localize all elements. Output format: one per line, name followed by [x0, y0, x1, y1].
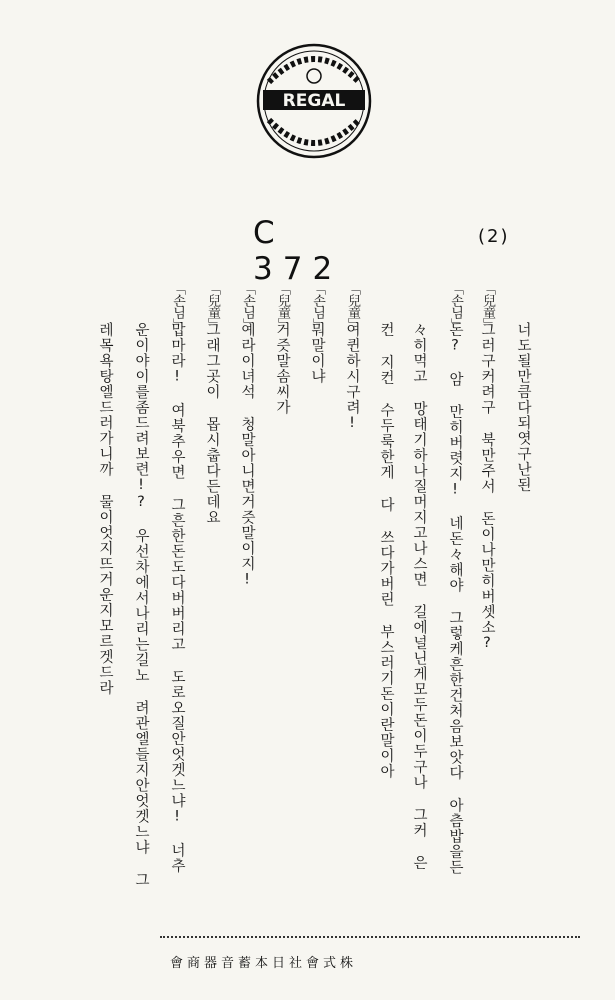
speaker-label: 「손님」: [448, 282, 463, 330]
speaker-label: 「兒童」: [480, 282, 495, 330]
speaker-label: 「兒童」: [345, 282, 360, 330]
column-text: 뭐말이냐: [309, 322, 325, 384]
speaker-label: 「손님」: [240, 282, 255, 330]
text-column-8: [271, 282, 297, 415]
column-text: 컨 지컨 수두룩한게 다 쓰다가버린 부스러기돈이란말이아: [378, 322, 394, 779]
column-text: 운이야이를좀드려보련!? 우선차에서나리는길노 려관엘들지안엇겟느냐 그: [133, 322, 149, 888]
column-text: 돈? 암 만히버렷지! 네돈々해야 그렇케흔한건처음보앗다 아츰밥을든: [447, 322, 463, 875]
column-text: 맙마라! 여북추우면 그흔한돈도다버버리고 도로오질안엇겟느냐! 너추: [169, 322, 185, 874]
publisher-name: 會商器音蓄本日社會式株: [170, 956, 358, 971]
brand-text: REGAL: [282, 91, 346, 111]
page-number: (2): [478, 226, 510, 247]
text-column-11: [166, 282, 192, 874]
column-text: 그래그곳이 몹시춥다든데요: [204, 322, 220, 525]
column-text: 그러구커려구 북만주서 돈이나만히버셋소?: [479, 322, 495, 652]
regal-logo: [255, 42, 373, 160]
column-text: 레목욕탕엘드러가니까 물이엇지뜨거운지모르겟드라: [97, 322, 113, 696]
text-column-9: [236, 282, 262, 589]
speaker-label: 「손님」: [310, 282, 325, 330]
speaker-label: 「兒童」: [205, 282, 220, 330]
text-column-7: [306, 282, 332, 384]
column-text: 너도될만큼다되엿구난된: [515, 322, 531, 493]
text-column-6: [341, 282, 367, 432]
record-number: C 372: [253, 215, 343, 287]
text-column-3: [444, 282, 470, 875]
speaker-label: 「손님」: [170, 282, 185, 330]
column-text: 거즛말솜씨가: [274, 322, 290, 415]
text-column-2: [476, 282, 502, 652]
column-text: 예라이녀석 청말아니면거즛말이지!: [239, 322, 255, 589]
speaker-label: 「兒童」: [275, 282, 290, 330]
column-text: 여퀸하시구려!: [344, 322, 360, 432]
text-column-10: [201, 282, 227, 525]
footer-divider: [160, 936, 580, 938]
column-text: 々히먹고 망태기하나질머지고나스면 길에널닌게모두돈이두구나 그커 은: [411, 322, 427, 871]
